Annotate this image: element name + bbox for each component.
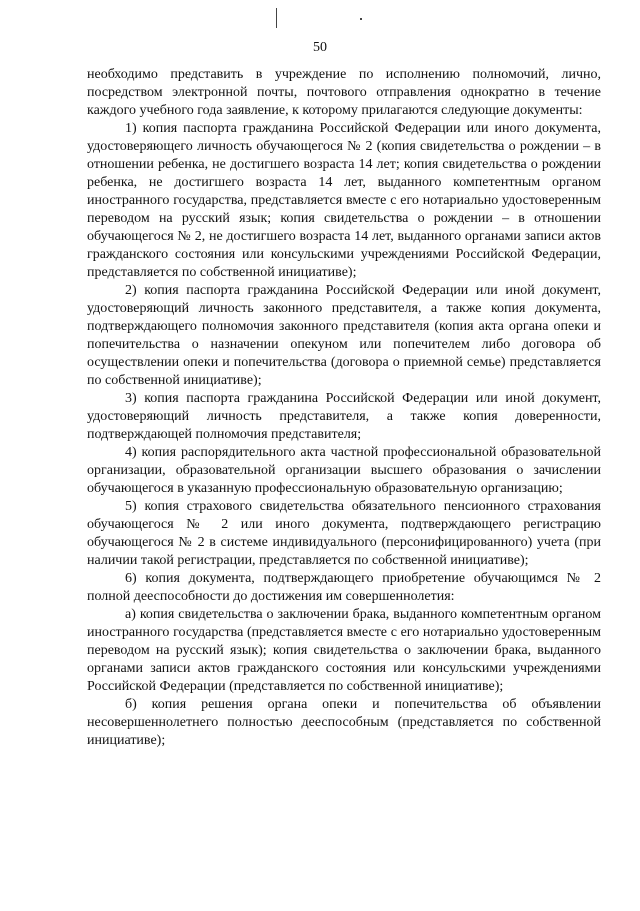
scan-artifact (360, 18, 362, 20)
scan-artifact (276, 8, 277, 28)
list-item-3: 3) копия паспорта гражданина Российской Федерации или иной документ, удостоверяющий личность представителя, а также копия доверенности, подтверждающей полномочия представителя; (87, 391, 601, 442)
list-item-4: 4) копия распорядительного акта частной профессиональной образовательной организации, образовательной организации высшего образования о зачислении обучающегося в указанную профессиональную образовательную организацию; (87, 445, 601, 496)
sub-item-b: б) копия решения органа опеки и попечительства об объявлении несовершеннолетнего полностью дееспособным (представляется по собственной инициативе); (87, 697, 601, 748)
list-item-6: 6) копия документа, подтверждающего приобретение обучающимся № 2 полной дееспособности до достижения им совершеннолетия: (87, 571, 601, 604)
list-item-5: 5) копия страхового свидетельства обязательного пенсионного страхования обучающегося № 2 или иного документа, подтверждающего регистрацию обучающегося № 2 в системе индивидуального (персонифицированного) учета (при наличии такой регистрации, представляется по собственной инициативе); (87, 499, 601, 568)
list-item-1: 1) копия паспорта гражданина Российской Федерации или иного документа, удостоверяющего личность обучающегося № 2 (копия свидетельства о рождении – в отношении ребенка, не достигшего возраста 14 лет; копия свидетельства о рождении ребенка, не достигшего возраста 14 лет, выданного компетентным органом иностранного государства, представляется вместе с его нотариально удостоверенным переводом на русский язык; копия свидетельства о рождении – в отношении обучающегося № 2, не достигшего возраста 14 лет, выданного органами записи актов гражданского состояния или консульскими учреждениями Российской Федерации, представляется по собственной инициативе); (87, 121, 601, 280)
paragraph-intro: необходимо представить в учреждение по исполнению полномочий, лично, посредством электронной почты, почтового отправления однократно в течение каждого учебного года заявление, к которому прилагаются следующие документы: (87, 67, 601, 118)
list-item-2: 2) копия паспорта гражданина Российской Федерации или иной документ, удостоверяющий личность законного представителя, а также копия документа, подтверждающего полномочия законного представителя (копия акта органа опеки и попечительства о назначении опекуном или попечителем либо договора об осуществлении опеки и попечительства (договора о приемной семье) представляется по собственной инициативе); (87, 283, 601, 388)
document-body (87, 66, 601, 750)
sub-item-a: а) копия свидетельства о заключении брака, выданного компетентным органом иностранного государства (представляется вместе с его нотариально удостоверенным переводом на русский язык); копия свидетельства о заключении брака, выданного органами записи актов гражданского состояния или консульскими учреждениями Российской Федерации (представляется по собственной инициативе); (87, 607, 601, 694)
page-number: 50 (313, 40, 327, 55)
